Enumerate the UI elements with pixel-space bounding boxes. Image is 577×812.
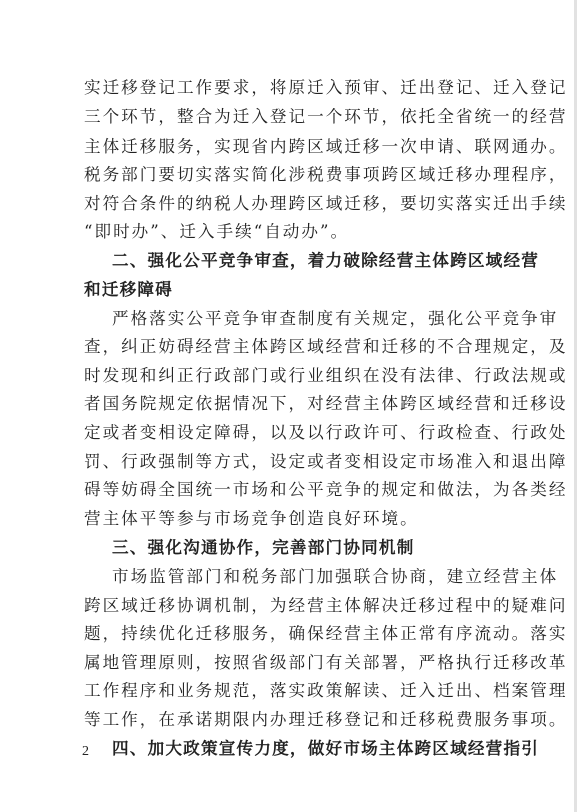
body-line: 时发现和纠正行政部门或行业组织在没有法律、行政法规或 xyxy=(84,366,568,385)
body-line: “即时办”、迁入手续“自动办”。 xyxy=(84,222,350,241)
section-heading-2-cont: 和迁移障碍 xyxy=(84,280,173,299)
body-line: 严格落实公平竞争审查制度有关规定，强化公平竞争审 xyxy=(112,309,559,328)
body-line: 属地管理原则，按照省级部门有关部署，严格执行迁移改革 xyxy=(84,653,568,672)
section-heading-2: 二、强化公平竞争审查，着力破除经营主体跨区域经营 xyxy=(112,251,540,270)
body-line: 实迁移登记工作要求，将原迁入预审、迁出登记、迁入登记 xyxy=(84,78,568,97)
body-line: 碍等妨碍全国统一市场和公平竞争的规定和做法，为各类经 xyxy=(84,480,568,499)
body-line: 营主体平等参与市场竞争创造良好环境。 xyxy=(84,509,419,528)
body-line: 定或者变相设定障碍，以及以行政许可、行政检查、行政处 xyxy=(84,423,568,442)
body-line: 三个环节，整合为迁入登记一个环节，依托全省统一的经营 xyxy=(84,107,568,126)
body-line: 工作程序和业务规范，落实政策解读、迁入迁出、档案管理 xyxy=(84,681,568,700)
body-line: 跨区域迁移协调机制，为经营主体解决迁移过程中的疑难问 xyxy=(84,596,568,615)
body-line: 市场监管部门和税务部门加强联合协商，建立经营主体 xyxy=(112,567,559,586)
body-line: 等工作，在承诺期限内办理迁移登记和迁移税费服务事项。 xyxy=(84,710,568,729)
body-line: 罚、行政强制等方式，设定或者变相设定市场准入和退出障 xyxy=(84,452,568,471)
body-line: 对符合条件的纳税人办理跨区域迁移，要切实落实迁出手续 xyxy=(84,194,568,213)
body-line: 主体迁移服务，实现省内跨区域迁移一次申请、联网通办。 xyxy=(84,137,568,156)
section-heading-4: 四、加大政策宣传力度，做好市场主体跨区域经营指引 xyxy=(112,739,540,758)
body-line: 税务部门要切实落实简化涉税费事项跨区域迁移办理程序， xyxy=(84,165,568,184)
body-line: 题，持续优化迁移服务，确保经营主体正常有序流动。落实 xyxy=(84,624,568,643)
body-line: 查，纠正妨碍经营主体跨区域经营和迁移的不合理规定，及 xyxy=(84,337,568,356)
section-heading-3: 三、强化沟通协作，完善部门协同机制 xyxy=(112,538,415,557)
body-line: 者国务院规定依据情况下，对经营主体跨区域经营和迁移设 xyxy=(84,394,568,413)
page-number: 2 xyxy=(82,744,89,759)
